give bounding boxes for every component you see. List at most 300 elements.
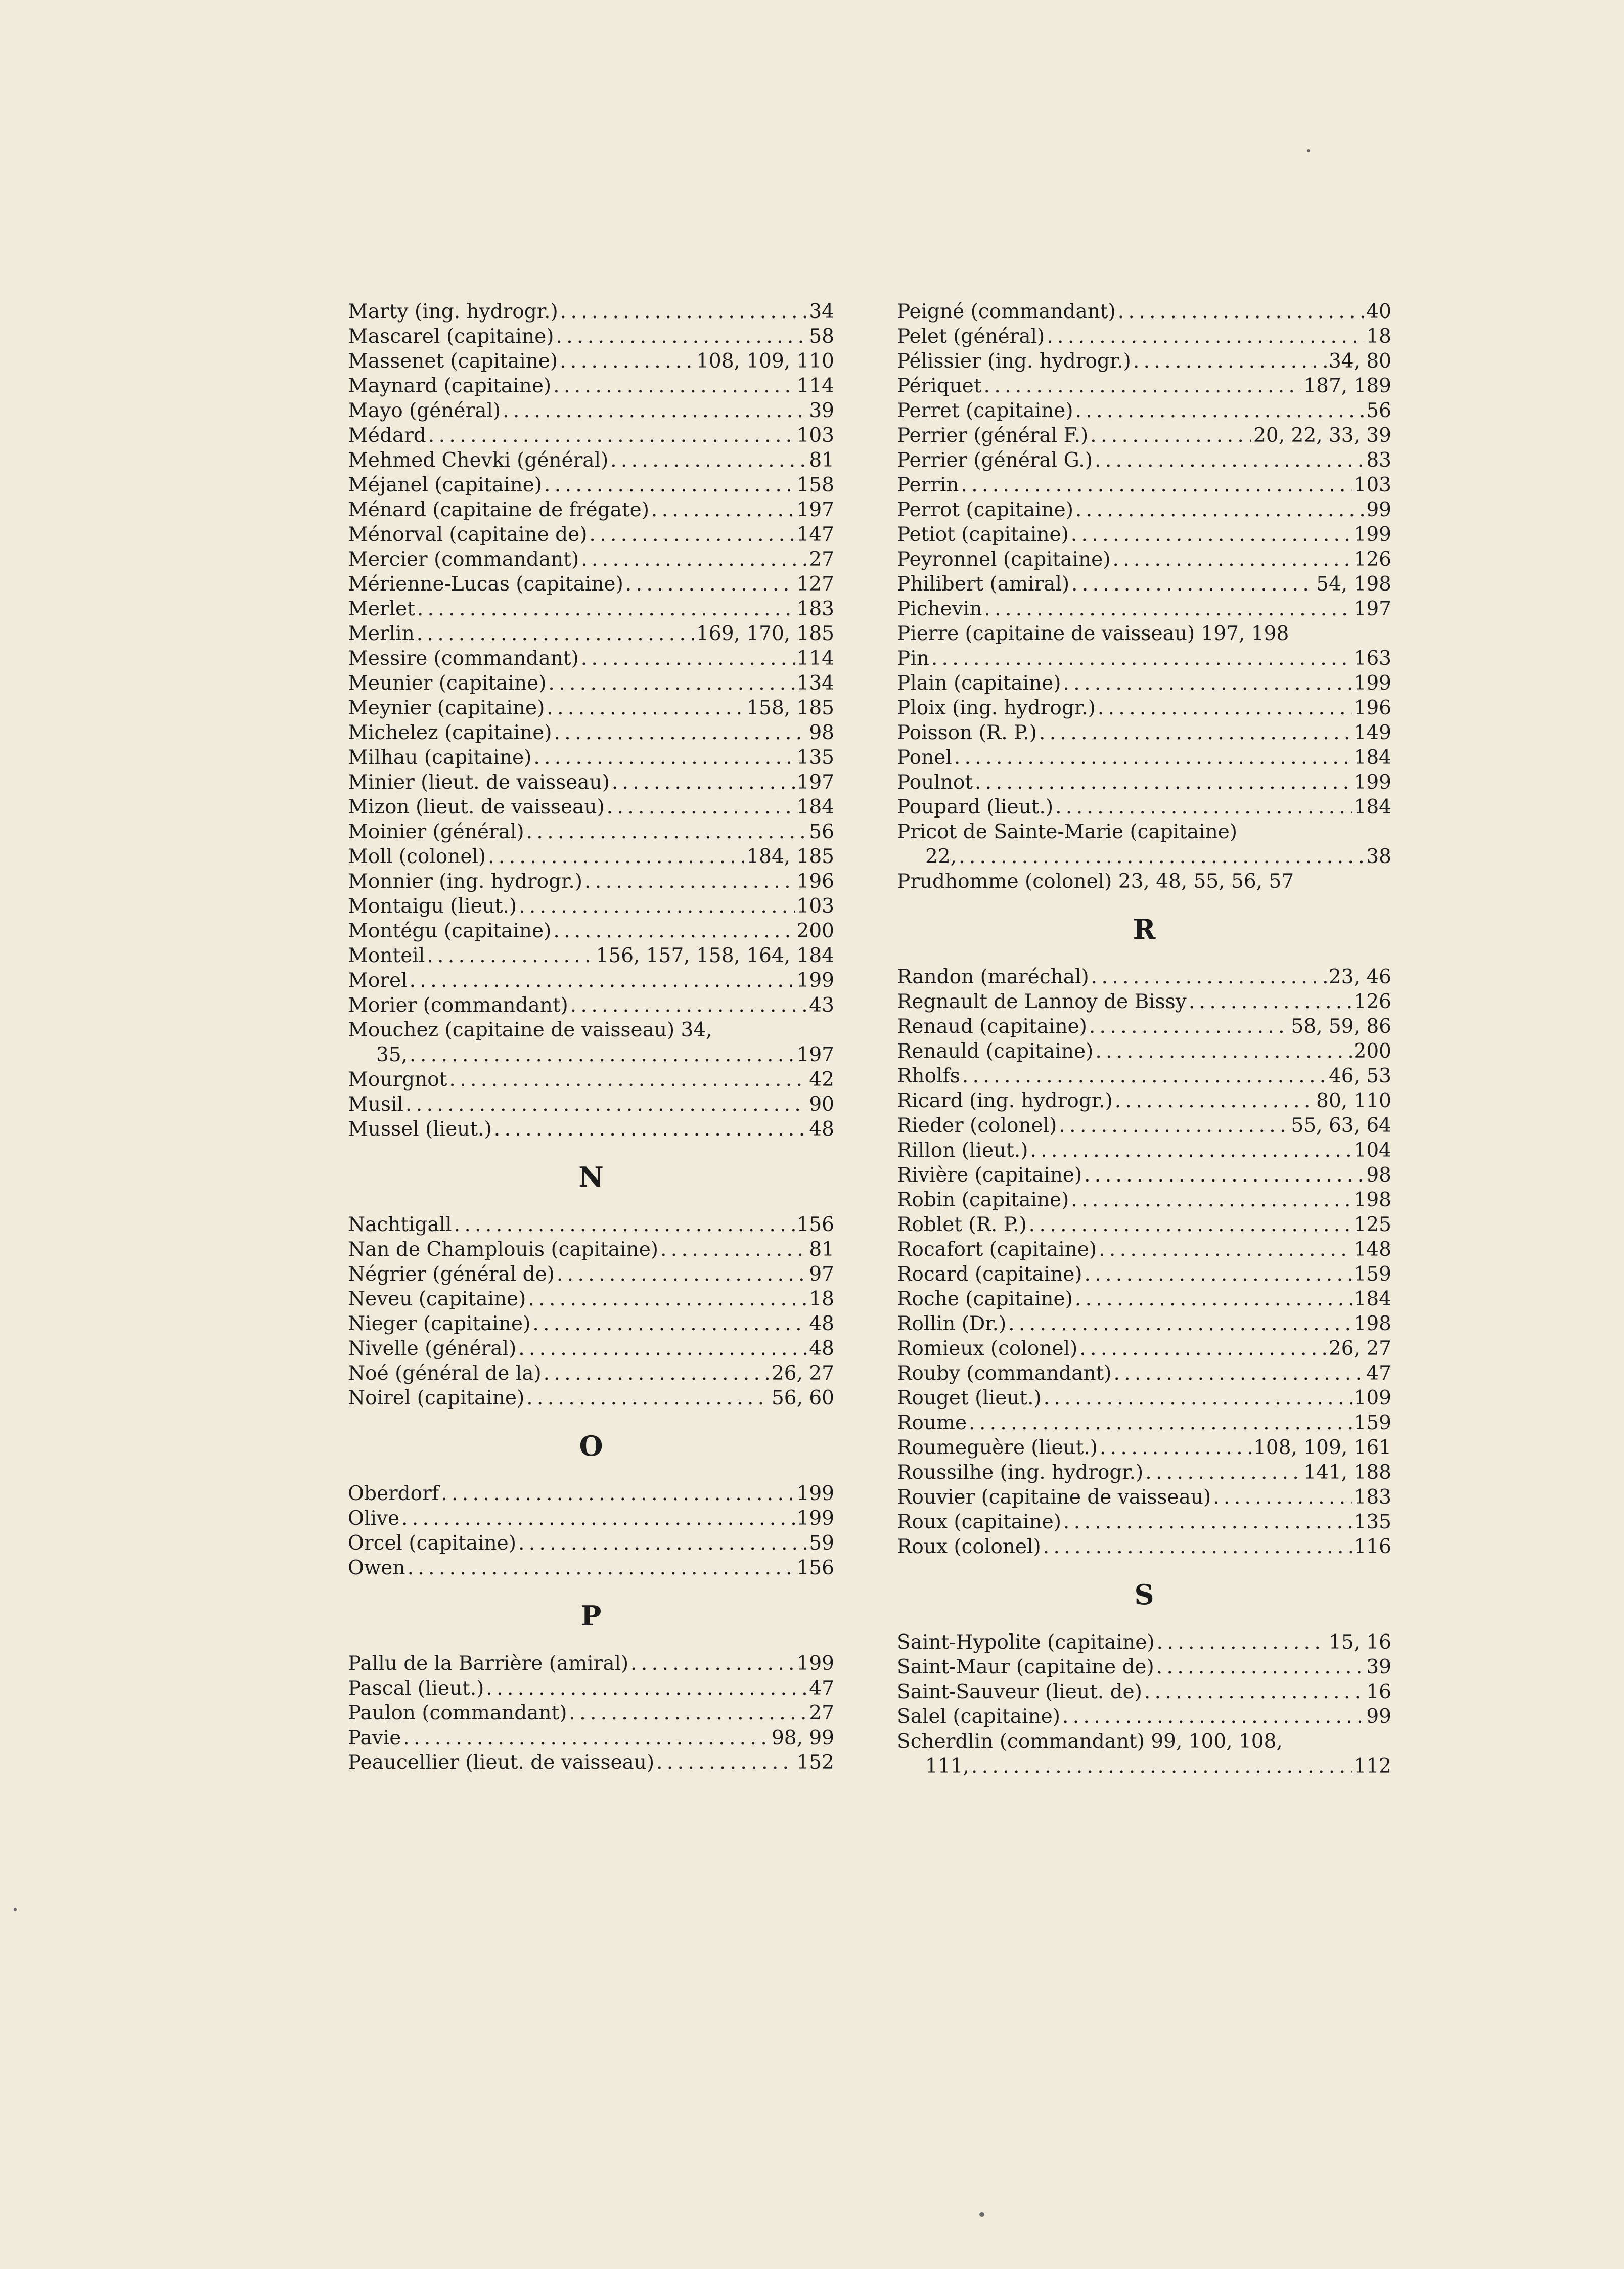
- dot-leader: [544, 473, 795, 497]
- entry-name: Pascal (lieut.): [348, 1677, 484, 1700]
- entry-name: Meynier (capitaine): [348, 697, 545, 719]
- index-entry: [348, 943, 834, 968]
- entry-pages: 99: [1366, 498, 1391, 521]
- dot-leader: [454, 1212, 795, 1237]
- entry-pages: 197: [796, 1043, 834, 1066]
- entry-name: Nan de Champlouis (capitaine): [348, 1238, 659, 1261]
- entry-name: Rouby (commandant): [897, 1362, 1112, 1385]
- dot-leader: [1157, 1630, 1327, 1655]
- index-entry: [348, 671, 834, 696]
- index-entry: [897, 989, 1391, 1014]
- dot-leader: [1213, 1485, 1351, 1510]
- dot-leader: [1098, 696, 1352, 720]
- index-entry: [897, 1237, 1391, 1262]
- entry-name: Messire (commandant): [348, 647, 579, 670]
- dot-leader: [410, 968, 795, 993]
- entry-name: Neveu (capitaine): [348, 1288, 526, 1310]
- entry-name: Ponel: [897, 746, 952, 769]
- entry-pages: 103: [1354, 474, 1391, 496]
- dot-leader: [1059, 1113, 1289, 1138]
- entry-name: Owen: [348, 1557, 405, 1579]
- dot-leader: [969, 1411, 1352, 1435]
- entry-name: Mussel (lieut.): [348, 1118, 492, 1141]
- index-entry: [348, 1067, 834, 1092]
- entry-name: Pélissier (ing. hydrogr.): [897, 350, 1131, 373]
- entry-name: Noirel (capitaine): [348, 1387, 525, 1410]
- entry-name: Mourgnot: [348, 1068, 447, 1091]
- dot-leader: [607, 795, 795, 820]
- entry-pages: 126: [1354, 548, 1391, 571]
- entry-name: Rivière (capitaine): [897, 1164, 1082, 1187]
- index-entry: [897, 1704, 1391, 1729]
- entry-pages: 159: [1354, 1263, 1391, 1286]
- entry-name: Roux (colonel): [897, 1535, 1041, 1558]
- left-column: [348, 299, 834, 1775]
- entry-pages: 34, 80: [1328, 350, 1391, 373]
- index-entry: [897, 349, 1391, 374]
- entry-name: Plain (capitaine): [897, 672, 1061, 695]
- entry-pages: 104: [1354, 1139, 1391, 1162]
- entry-name: Moinier (général): [348, 821, 524, 843]
- entry-name: Montaigu (lieut.): [348, 895, 517, 918]
- index-entry: [348, 473, 834, 497]
- index-entry: [348, 423, 834, 448]
- index-entry: [348, 646, 834, 671]
- index-entry: [897, 1014, 1391, 1039]
- index-entry: [348, 448, 834, 473]
- index-entry: [897, 1138, 1391, 1163]
- index-entry: [348, 1311, 834, 1336]
- index-entry: [897, 1361, 1391, 1386]
- entry-name: Meunier (capitaine): [348, 672, 547, 695]
- index-entry: [348, 968, 834, 993]
- entry-name: Roumeguère (lieut.): [897, 1436, 1098, 1459]
- entry-name: Mascarel (capitaine): [348, 325, 554, 348]
- index-entry: [897, 745, 1391, 770]
- entry-name: Milhau (capitaine): [348, 746, 532, 769]
- index-entry: [897, 1088, 1391, 1113]
- dot-leader: [656, 1750, 794, 1775]
- entry-pages: 98: [809, 721, 834, 744]
- index-entry: [897, 1262, 1391, 1287]
- index-entry-continuation: [348, 1042, 834, 1067]
- index-entry: [348, 1287, 834, 1311]
- entry-pages: 40: [1366, 300, 1391, 323]
- dot-leader: [1030, 1138, 1351, 1163]
- entry-pages: 15, 16: [1328, 1631, 1391, 1654]
- entry-name: Poupard (lieut.): [897, 796, 1054, 819]
- dot-leader: [547, 696, 744, 720]
- entry-pages: 56: [809, 821, 834, 843]
- entry-pages: 23, 46: [1328, 966, 1391, 988]
- dot-leader: [401, 1506, 795, 1531]
- index-entry: [897, 1386, 1391, 1411]
- index-entry: [897, 299, 1391, 324]
- entry-pages: 156, 157, 158, 164, 184: [596, 944, 834, 967]
- dot-leader: [1075, 497, 1364, 522]
- entry-name: Noé (général de la): [348, 1362, 542, 1385]
- entry-pages: 187, 189: [1303, 375, 1391, 397]
- entry-name: Perrot (capitaine): [897, 498, 1073, 521]
- dot-leader: [1115, 1088, 1314, 1113]
- dot-leader: [1095, 1039, 1351, 1064]
- entry-name: Roux (capitaine): [897, 1511, 1061, 1533]
- entry-pages: 199: [796, 1507, 834, 1530]
- entry-pages: 34: [809, 300, 834, 323]
- index-entry: [348, 349, 834, 374]
- entry-pages: 99: [1366, 1705, 1391, 1728]
- entry-name: Romieux (colonel): [897, 1337, 1078, 1360]
- dot-leader: [449, 1067, 807, 1092]
- entry-name: Maynard (capitaine): [348, 375, 552, 397]
- entry-pages: 54, 198: [1316, 573, 1391, 596]
- dot-leader: [1095, 448, 1364, 473]
- entry-name: Négrier (général de): [348, 1263, 555, 1286]
- dot-leader: [569, 1701, 807, 1726]
- index-entry: [897, 1435, 1391, 1460]
- dot-leader: [526, 1386, 770, 1411]
- entry-pages: 184: [796, 796, 834, 819]
- dot-leader: [1063, 671, 1352, 696]
- entry-pages: 158: [796, 474, 834, 496]
- entry-name: Perret (capitaine): [897, 399, 1073, 422]
- index-entry: [348, 993, 834, 1018]
- dot-leader: [954, 745, 1352, 770]
- index-entry: [897, 1630, 1391, 1655]
- entry-pages: 98: [1366, 1164, 1391, 1187]
- entry-name: Rollin (Dr.): [897, 1312, 1007, 1335]
- entry-pages: 199: [1354, 771, 1391, 794]
- dot-leader: [410, 1042, 795, 1067]
- entry-pages: 141, 188: [1303, 1461, 1391, 1484]
- entry-pages: 58: [809, 325, 834, 348]
- index-entry: [348, 1531, 834, 1556]
- index-entry-continuation: [897, 844, 1391, 869]
- dot-leader: [528, 1287, 807, 1311]
- entry-name: Massenet (capitaine): [348, 350, 558, 373]
- dot-leader: [403, 1726, 770, 1750]
- entry-name: 35,: [376, 1043, 408, 1066]
- entry-pages: 27: [809, 1702, 834, 1725]
- dot-leader: [557, 1262, 807, 1287]
- dot-leader: [1063, 1510, 1352, 1534]
- dot-leader: [1090, 423, 1251, 448]
- entry-pages: 48: [809, 1118, 834, 1141]
- entry-pages: 169, 170, 185: [696, 622, 834, 645]
- index-entry: [897, 1336, 1391, 1361]
- dot-leader: [1085, 1262, 1352, 1287]
- dot-leader: [408, 1556, 795, 1580]
- dot-leader: [1055, 795, 1351, 820]
- entry-name: Poisson (R. P.): [897, 721, 1037, 744]
- dot-leader: [589, 522, 794, 547]
- entry-pages: 90: [809, 1093, 834, 1116]
- index-entry: [348, 795, 834, 820]
- entry-name: Randon (maréchal): [897, 966, 1089, 988]
- entry-pages: 200: [1354, 1040, 1391, 1063]
- index-entry: [897, 1039, 1391, 1064]
- entry-name: Saint-Maur (capitaine de): [897, 1656, 1154, 1678]
- entry-text: Mouchez (capitaine de vaisseau) 34,: [348, 1019, 712, 1041]
- index-entry: [348, 1386, 834, 1411]
- entry-name: Pallu de la Barrière (amiral): [348, 1652, 629, 1675]
- dot-leader: [625, 572, 795, 597]
- index-entry: [897, 1163, 1391, 1188]
- dot-leader: [533, 745, 794, 770]
- index-entry: [897, 671, 1391, 696]
- index-entry: [348, 1651, 834, 1676]
- index-entry: [897, 324, 1391, 349]
- dot-leader: [1118, 299, 1365, 324]
- entry-name: Petiot (capitaine): [897, 523, 1069, 546]
- index-entry: [348, 1750, 834, 1775]
- entry-name: Saint-Sauveur (lieut. de): [897, 1681, 1142, 1703]
- index-entry: [897, 597, 1391, 621]
- dot-leader: [1189, 989, 1352, 1014]
- dot-leader: [975, 770, 1352, 795]
- entry-pages: 163: [1354, 647, 1391, 670]
- entry-pages: 47: [1366, 1362, 1391, 1385]
- entry-name: Rholfs: [897, 1065, 960, 1087]
- entry-name: Roussilhe (ing. hydrogr.): [897, 1461, 1144, 1484]
- entry-name: Perrier (général F.): [897, 424, 1089, 447]
- entry-name: Saint-Hypolite (capitaine): [897, 1631, 1155, 1654]
- entry-text: Scherdlin (commandant) 99, 100, 108,: [897, 1730, 1283, 1753]
- entry-pages: 42: [809, 1068, 834, 1091]
- entry-name: Peaucellier (lieut. de vaisseau): [348, 1751, 655, 1774]
- entry-name: Morel: [348, 969, 408, 992]
- entry-name: Regnault de Lannoy de Bissy: [897, 990, 1187, 1013]
- index-entry: [348, 1701, 834, 1726]
- entry-name: Robin (capitaine): [897, 1189, 1069, 1211]
- index-entry: [348, 1336, 834, 1361]
- entry-name: Peigné (commandant): [897, 300, 1116, 323]
- dot-leader: [1071, 572, 1314, 597]
- dot-leader: [581, 646, 795, 671]
- index-entry: [897, 1729, 1391, 1754]
- index-entry: [348, 1117, 834, 1142]
- index-entry: [348, 720, 834, 745]
- entry-pages: 114: [796, 375, 834, 397]
- dot-leader: [584, 869, 795, 894]
- entry-text: Prudhomme (colonel) 23, 48, 55, 56, 57: [897, 870, 1294, 893]
- index-entry: [348, 745, 834, 770]
- entry-pages: 184: [1354, 1288, 1391, 1310]
- entry-name: Mercier (commandant): [348, 548, 579, 571]
- entry-pages: 196: [1354, 697, 1391, 719]
- dot-leader: [519, 894, 794, 919]
- entry-pages: 108, 109, 110: [696, 350, 834, 373]
- dot-leader: [560, 349, 694, 374]
- dot-leader: [1044, 1386, 1352, 1411]
- dot-leader: [1112, 547, 1351, 572]
- index-entry: [897, 374, 1391, 398]
- dot-leader: [1113, 1361, 1364, 1386]
- dot-leader: [417, 597, 795, 621]
- entry-pages: 114: [796, 647, 834, 670]
- index-entry: [897, 1212, 1391, 1237]
- entry-pages: 18: [809, 1288, 834, 1310]
- entry-pages: 184: [1354, 796, 1391, 819]
- entry-pages: 135: [1354, 1511, 1391, 1533]
- dot-leader: [518, 1531, 807, 1556]
- dot-leader: [1089, 1014, 1289, 1039]
- index-entry: [348, 1212, 834, 1237]
- entry-name: Monnier (ing. hydrogr.): [348, 870, 582, 893]
- entry-pages: 125: [1354, 1213, 1391, 1236]
- dot-leader: [526, 820, 807, 844]
- index-entry: [897, 398, 1391, 423]
- entry-name: Perrin: [897, 474, 959, 496]
- index-entry: [348, 1237, 834, 1262]
- dot-leader: [971, 1754, 1352, 1779]
- entry-pages: 183: [796, 598, 834, 620]
- index-entry: [897, 621, 1391, 646]
- entry-name: Morier (commandant): [348, 994, 568, 1017]
- entry-pages: 199: [1354, 672, 1391, 695]
- entry-pages: 197: [1354, 598, 1391, 620]
- entry-pages: 199: [796, 1652, 834, 1675]
- entry-name: Moll (colonel): [348, 845, 486, 868]
- dot-leader: [488, 844, 744, 869]
- entry-name: Renaud (capitaine): [897, 1015, 1087, 1038]
- dot-leader: [1079, 1336, 1327, 1361]
- index-entry: [897, 1680, 1391, 1704]
- index-entry: [897, 423, 1391, 448]
- entry-pages: 156: [796, 1213, 834, 1236]
- entry-name: Méjanel (capitaine): [348, 474, 542, 496]
- dot-leader: [610, 448, 807, 473]
- dot-leader: [1133, 349, 1327, 374]
- entry-pages: 55, 63, 64: [1291, 1114, 1391, 1137]
- entry-name: Paulon (commandant): [348, 1702, 567, 1725]
- entry-pages: 97: [809, 1263, 834, 1286]
- entry-text: Pierre (capitaine de vaisseau) 197, 198: [897, 622, 1289, 645]
- dot-leader: [1099, 1237, 1351, 1262]
- entry-pages: 48: [809, 1337, 834, 1360]
- dot-leader: [1091, 965, 1327, 989]
- dot-leader: [1071, 522, 1352, 547]
- index-entry: [348, 1506, 834, 1531]
- entry-name: Rouget (lieut.): [897, 1387, 1042, 1410]
- entry-name: Michelez (capitaine): [348, 721, 552, 744]
- section-letter-heading: O: [579, 1430, 603, 1462]
- right-column: [897, 299, 1391, 1779]
- entry-name: Roume: [897, 1412, 967, 1434]
- index-entry: [348, 621, 834, 646]
- entry-name: 111,: [925, 1755, 969, 1778]
- index-entry: [897, 795, 1391, 820]
- entry-name: Montégu (capitaine): [348, 920, 552, 942]
- entry-name: Olive: [348, 1507, 400, 1530]
- dot-leader: [630, 1651, 794, 1676]
- entry-name: Médard: [348, 424, 426, 447]
- dot-leader: [544, 1361, 770, 1386]
- index-entry: [348, 497, 834, 522]
- entry-name: Rocard (capitaine): [897, 1263, 1082, 1286]
- entry-pages: 126: [1354, 990, 1391, 1013]
- ink-speck: [1307, 149, 1310, 152]
- entry-pages: 152: [796, 1751, 834, 1774]
- dot-leader: [651, 497, 795, 522]
- entry-pages: 199: [796, 1482, 834, 1505]
- index-entry: [348, 547, 834, 572]
- entry-pages: 112: [1354, 1755, 1391, 1778]
- index-entry: [897, 448, 1391, 473]
- entry-pages: 56: [1366, 399, 1391, 422]
- index-entry: [897, 1510, 1391, 1534]
- entry-name: Marty (ing. hydrogr.): [348, 300, 558, 323]
- entry-pages: 184: [1354, 746, 1391, 769]
- dot-leader: [405, 1092, 807, 1117]
- index-entry: [348, 522, 834, 547]
- entry-pages: 199: [796, 969, 834, 992]
- dot-leader: [1047, 324, 1364, 349]
- index-entry: [897, 1188, 1391, 1212]
- section-letter-heading: P: [580, 1600, 602, 1632]
- index-entry: [348, 1726, 834, 1750]
- entry-pages: 183: [1354, 1486, 1391, 1509]
- index-entry: [897, 497, 1391, 522]
- ink-speck: [979, 2212, 984, 2217]
- dot-leader: [553, 919, 794, 943]
- entry-pages: 81: [809, 449, 834, 472]
- entry-pages: 196: [796, 870, 834, 893]
- index-entry: [897, 522, 1391, 547]
- dot-leader: [1071, 1188, 1351, 1212]
- dot-leader: [581, 547, 807, 572]
- dot-leader: [959, 844, 1364, 869]
- dot-leader: [1145, 1460, 1301, 1485]
- index-entry: [348, 1361, 834, 1386]
- index-entry: [348, 597, 834, 621]
- dot-leader: [961, 473, 1351, 497]
- dot-leader: [548, 671, 794, 696]
- index-entry: [348, 1481, 834, 1506]
- index-entry: [897, 1485, 1391, 1510]
- dot-leader: [1029, 1212, 1352, 1237]
- index-entry-continuation: [897, 1754, 1391, 1779]
- index-entry: [348, 919, 834, 943]
- entry-pages: 26, 27: [771, 1362, 834, 1385]
- entry-name: 22,: [925, 845, 957, 868]
- index-entry: [897, 1460, 1391, 1485]
- entry-pages: 16: [1366, 1681, 1391, 1703]
- entry-pages: 39: [1366, 1656, 1391, 1678]
- index-entry: [897, 770, 1391, 795]
- entry-pages: 27: [809, 548, 834, 571]
- entry-pages: 48: [809, 1312, 834, 1335]
- entry-name: Oberdorf: [348, 1482, 439, 1505]
- entry-pages: 200: [796, 920, 834, 942]
- entry-name: Nachtigall: [348, 1213, 452, 1236]
- entry-name: Mehmed Chevki (général): [348, 449, 609, 472]
- index-entry: [348, 324, 834, 349]
- dot-leader: [570, 993, 807, 1018]
- dot-leader: [427, 943, 594, 968]
- entry-pages: 134: [796, 672, 834, 695]
- index-entry: [897, 1287, 1391, 1311]
- entry-name: Ménorval (capitaine de): [348, 523, 588, 546]
- entry-pages: 80, 110: [1316, 1090, 1391, 1112]
- index-entry: [897, 696, 1391, 720]
- entry-pages: 184, 185: [746, 845, 834, 868]
- entry-pages: 148: [1354, 1238, 1391, 1261]
- dot-leader: [931, 646, 1352, 671]
- entry-name: Merlin: [348, 622, 415, 645]
- dot-leader: [441, 1481, 794, 1506]
- dot-leader: [503, 398, 807, 423]
